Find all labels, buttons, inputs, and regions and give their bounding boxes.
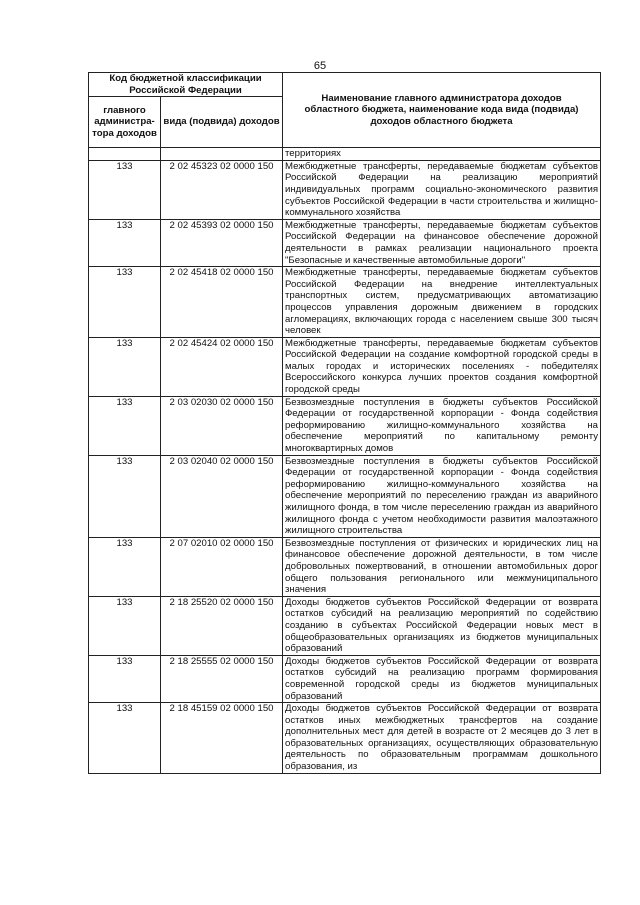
income-name-cell: Межбюджетные трансферты, передаваемые бюджетам субъектов Российской Федерации на внедрение интеллектуальных транспортных систем, предусматривающих автоматизацию процессов управления дорожным движением в городских агломерациях, включающих города с населением свыше 300 тысяч человек (283, 267, 601, 338)
table-row (89, 596, 601, 655)
income-code-cell: 2 07 02010 02 0000 150 (161, 537, 283, 596)
table-row (89, 160, 601, 219)
header-admin-column: главного администра-тора доходов (89, 97, 161, 148)
income-code-cell: 2 03 02030 02 0000 150 (161, 396, 283, 455)
admin-code-cell: 133 (89, 160, 161, 219)
income-name-cell: Безвозмездные поступления в бюджеты субъектов Российской Федерации от государственной корпорации - Фонда содействия реформированию жилищно-коммунального хозяйства на обеспечение мероприятий по переселению граждан из аварийного жилищного фонда, в том числе переселению граждан из аварийного жилищного фонда с учетом необходимости развития малоэтажного жилищного строительства (283, 455, 601, 537)
admin-code-cell: 133 (89, 703, 161, 774)
income-name-cell: Доходы бюджетов субъектов Российской Федерации от возврата остатков иных межбюджетных трансфертов на создание дополнительных мест для детей в возрасте от 2 месяцев до 3 лет в образовательных организациях, осуществляющих образовательную деятельность по образовательным программам дошкольного образования, из (283, 703, 601, 774)
table-row (89, 537, 601, 596)
income-code-cell: 2 18 45159 02 0000 150 (161, 703, 283, 774)
continuation-admin-cell (89, 148, 161, 161)
admin-code-cell: 133 (89, 396, 161, 455)
admin-code-cell: 133 (89, 337, 161, 396)
table-row (89, 267, 601, 338)
continuation-code-cell (161, 148, 283, 161)
income-code-cell: 2 03 02040 02 0000 150 (161, 455, 283, 537)
income-code-cell: 2 18 25520 02 0000 150 (161, 596, 283, 655)
table-row (89, 337, 601, 396)
income-name-cell: Безвозмездные поступления в бюджеты субъектов Российской Федерации от государственной корпорации - Фонда содействия реформированию жилищно-коммунального хозяйства на обеспечение мероприятий по капитальному ремонту многоквартирных домов (283, 396, 601, 455)
admin-code-cell: 133 (89, 219, 161, 266)
income-name-cell: Межбюджетные трансферты, передаваемые бюджетам субъектов Российской Федерации на реализацию мероприятий индивидуальных программ социально-экономического развития субъектов Российской Федерации в части строительства и жилищно-коммунального хозяйства (283, 160, 601, 219)
admin-code-cell: 133 (89, 596, 161, 655)
income-name-cell: Безвозмездные поступления от физических и юридических лиц на финансовое обеспечение дорожной деятельности, в том числе добровольных пожертвований, в отношении автомобильных дорог общего пользования регионального или межмуниципального значения (283, 537, 601, 596)
table-row (89, 703, 601, 774)
table-row (89, 455, 601, 537)
table-body (89, 148, 601, 773)
page-number: 65 (313, 60, 327, 72)
income-code-cell: 2 02 45323 02 0000 150 (161, 160, 283, 219)
table-row (89, 219, 601, 266)
header-kind-column: вида (подвида) доходов (161, 97, 283, 148)
admin-code-cell: 133 (89, 267, 161, 338)
income-name-cell: Доходы бюджетов субъектов Российской Федерации от возврата остатков субсидий на реализацию программ формирования современной городской среды из бюджетов муниципальных образований (283, 655, 601, 702)
income-code-cell: 2 02 45418 02 0000 150 (161, 267, 283, 338)
continuation-row (89, 148, 601, 161)
income-name-cell: Межбюджетные трансферты, передаваемые бюджетам субъектов Российской Федерации на финансовое обеспечение дорожной деятельности в рамках реализации национального проекта "Безопасные и качественные автомобильные дороги" (283, 219, 601, 266)
header-classification-group: Код бюджетной классификации Российской Федерации (89, 73, 283, 97)
income-code-cell: 2 02 45424 02 0000 150 (161, 337, 283, 396)
admin-code-cell: 133 (89, 537, 161, 596)
admin-code-cell: 133 (89, 455, 161, 537)
income-code-cell: 2 18 25555 02 0000 150 (161, 655, 283, 702)
budget-classification-table (88, 72, 601, 774)
table-header (89, 73, 601, 148)
header-name-column: Наименование главного администратора доходов областного бюджета, наименование кода вида (подвида) доходов областного бюджета (283, 73, 601, 148)
table-row (89, 655, 601, 702)
income-name-cell: Межбюджетные трансферты, передаваемые бюджетам субъектов Российской Федерации на создание комфортной городской среды в малых городах и исторических поселениях - победителях Всероссийского конкурса лучших проектов создания комфортной городской среды (283, 337, 601, 396)
income-name-cell: Доходы бюджетов субъектов Российской Федерации от возврата остатков субсидий на реализацию мероприятий по содействию созданию в субъектах Российской Федерации новых мест в общеобразовательных организациях из бюджетов муниципальных образований (283, 596, 601, 655)
income-code-cell: 2 02 45393 02 0000 150 (161, 219, 283, 266)
table-row (89, 396, 601, 455)
admin-code-cell: 133 (89, 655, 161, 702)
continuation-text: территориях (283, 148, 601, 161)
